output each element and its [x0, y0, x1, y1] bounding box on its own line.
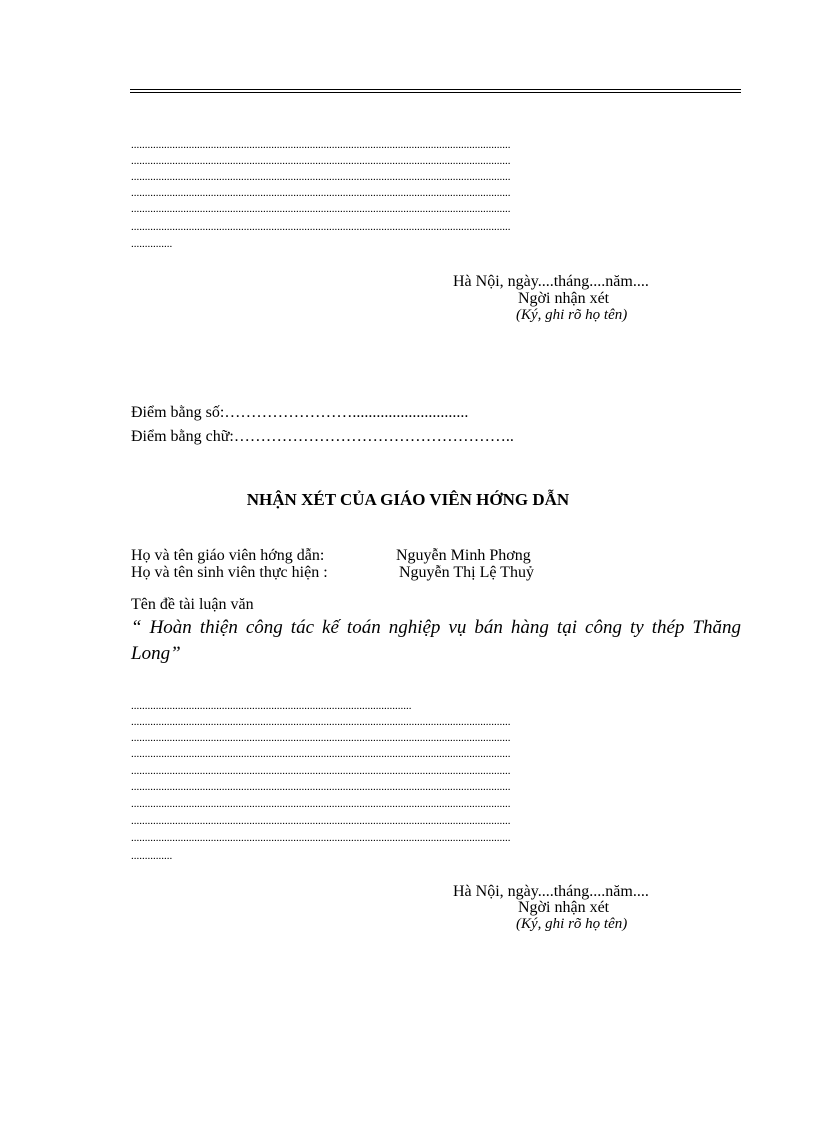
dot-line: ..........................................................................................................................................	[131, 765, 511, 777]
signature-note: (Ký, ghi rõ họ tên)	[516, 916, 628, 932]
dot-line: ..........................................................................................................................................	[131, 716, 511, 728]
thesis-label: Tên đề tài luận văn	[131, 596, 254, 613]
dot-line: ..........................................................................................................................................	[131, 203, 511, 215]
dot-line: ..........................................................................................................................................	[131, 815, 511, 827]
student-name: Nguyễn Thị Lệ Thuỷ	[399, 564, 534, 581]
dot-line: ..........................................................................................................................................	[131, 155, 511, 167]
student-label: Họ và tên sinh viên thực hiện :	[131, 564, 328, 581]
dot-line: ..........................................................................................................................................	[131, 781, 511, 793]
thesis-title: “ Hoàn thiện công tác kế toán nghiệp vụ bán hàng tại công ty thép Thăng Long”	[131, 617, 741, 664]
signer-role: Ngời nhận xét	[518, 899, 610, 916]
dot-line: ..........................................................................................................................................	[131, 732, 511, 744]
score-number-line: Điểm bằng số:…………………….............................	[131, 404, 469, 421]
supervisor-label: Họ và tên giáo viên hớng dẫn:	[131, 547, 325, 564]
dot-line: ......................................................................................................	[131, 700, 412, 712]
score-words-line: Điểm bằng chữ:……………………………………………..	[131, 428, 514, 445]
dot-line: ...............	[131, 850, 173, 862]
dot-line: ...............	[131, 238, 173, 250]
signature-note: (Ký, ghi rõ họ tên)	[516, 307, 628, 323]
dot-line: ..........................................................................................................................................	[131, 139, 511, 151]
dot-line: ..........................................................................................................................................	[131, 832, 511, 844]
place-date: Hà Nội, ngày....tháng....năm....	[453, 883, 649, 900]
dot-line: ..........................................................................................................................................	[131, 187, 511, 199]
header-double-rule	[130, 89, 741, 93]
section2-title: NHẬN XÉT CỦA GIÁO VIÊN HỚNG DẪN	[246, 490, 570, 509]
dot-line: ..........................................................................................................................................	[131, 221, 511, 233]
dot-line: ..........................................................................................................................................	[131, 748, 511, 760]
signer-role: Ngời nhận xét	[518, 290, 610, 307]
dot-line: ..........................................................................................................................................	[131, 171, 511, 183]
dot-line: ..........................................................................................................................................	[131, 798, 511, 810]
supervisor-name: Nguyễn Minh Phơng	[396, 547, 531, 564]
place-date: Hà Nội, ngày....tháng....năm....	[453, 273, 649, 290]
